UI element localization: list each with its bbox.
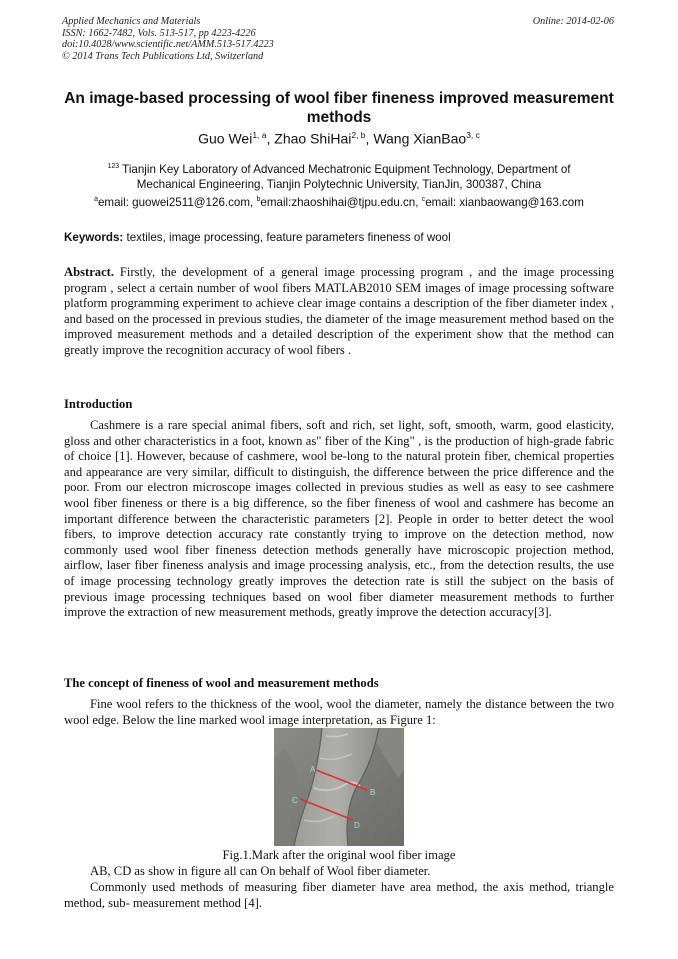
affiliation-sup: 123 [107, 163, 120, 170]
author-name: Wang XianBao [373, 130, 467, 147]
intro-paragraph: Cashmere is a rare special animal fibers, soft and rich, set light, soft, smooth, warm, good elasticity, gloss and other characteristics in a foot, known as" fiber of the King" , is the production of high-grade fabric of choice [1]. However, because of cashmere, wool be-long to the natural protein fiber, chemical properties and appearance are very similar, difficult to distinguish, the difference between the price difference and the poor. From our electron microscope images collected in previous studies as well as easy to see cashmere wool fiber fineness or there is a big difference, so the fiber fineness of wool and cashmere has become an important difference between the characteristic parameters [2]. People in order to better detect the wool fibers, to improve detection accuracy rate constantly trying to improve on the detection method, now commonly used wool fiber fineness detection methods generally have microscopic projection method, airflow, laser fiber fineness analysis and image processing analysis, etc., from the detection results, the use of image processing technology greatly improves the detection rate is still the subject on the basis of previous image processing techniques based on wool fiber diameter measurement methods to further improve the extraction of new measurement methods, greatly improve the detection accuracy[3]. [64, 418, 614, 620]
wool-fiber-figure [274, 728, 404, 846]
paper-title: An image-based processing of wool fiber fineness improved measurement methods [64, 90, 614, 126]
email-text: email: guowei2511@126.com, [97, 196, 254, 209]
author-list: Guo Wei$^{1, a}$, Zhao ShiHai$^{2, b}$, Wang XianBao$^{3, c}$ [198, 130, 480, 147]
author-sup: 1, a [252, 130, 267, 140]
figure-caption: Fig.1.Mark after the original wool fiber image [222, 848, 456, 862]
keywords-label: Keywords: [64, 231, 124, 244]
methods-paragraph: Commonly used methods of measuring fiber diameter have area method, the axis method, triangle method, sub- measurement method [4]. [64, 880, 614, 910]
author-name: Zhao ShiHai [274, 130, 352, 147]
author-name: Guo Wei [198, 130, 253, 147]
concept-heading: The concept of fineness of wool and measurement methods [64, 676, 379, 690]
email-line [40, 196, 638, 209]
ab-cd-paragraph: AB, CD as show in figure all can On behalf of Wool fiber diameter. [90, 864, 431, 878]
affiliation [80, 159, 598, 192]
keywords-text: textiles, image processing, feature parameters fineness of wool [126, 231, 451, 244]
label-a: A [310, 765, 316, 774]
sem-image [274, 728, 404, 846]
abstract-label: Abstract. [64, 265, 115, 279]
label-c: C [292, 796, 298, 805]
author-sup: 2, b [351, 130, 366, 140]
abstract-paragraph [64, 265, 614, 359]
author-sup: 3, c [466, 130, 480, 140]
email-text: email:zhaoshihai@tjpu.edu.cn, [260, 196, 419, 209]
keywords-line [64, 231, 451, 244]
doi-line: doi:10.4028/www.scientific.net/AMM.513-517.4223 [62, 39, 274, 51]
email-sup: a [94, 196, 98, 204]
label-b: B [370, 788, 376, 797]
email-sup: c [421, 196, 426, 204]
journal-header [62, 16, 274, 62]
intro-heading: Introduction [64, 397, 133, 411]
abstract-text: Firstly, the development of a general image processing program , and the image processing program , select a certain number of wool fibers MATLAB2010 SEM images of image processing software platform programming experiment to achieve clear image contains a description of the fiber diameter index , and based on the processed in previous studies, the diameter of the image measurement method based on the improved measurement methods and a detailed description of the experiment show that the method can greatly improve the recognition accuracy of wool fibers . [64, 265, 614, 357]
issn-line: ISSN: 1662-7482, Vols. 513-517, pp 4223-4226 [62, 27, 256, 39]
label-d: D [354, 821, 360, 830]
email-sup: b [256, 196, 261, 204]
email-text: email: xianbaowang@163.com [425, 196, 584, 209]
journal-name: Applied Mechanics and Materials [62, 16, 201, 27]
affiliation-text: Tianjin Key Laboratory of Advanced Mechatronic Equipment Technology, Department of Mechanical Engineering, Tianjin Polytechnic University, TianJin, 300387, China [122, 162, 571, 191]
online-date: Online: 2014-02-06 [532, 16, 614, 27]
copyright-line: © 2014 Trans Tech Publications Ltd, Switzerland [62, 50, 264, 62]
concept-paragraph: Fine wool refers to the thickness of the wool, wool the diameter, namely the distance between the two wool edge. Below the line marked wool image interpretation, as Figure 1: [64, 697, 614, 727]
